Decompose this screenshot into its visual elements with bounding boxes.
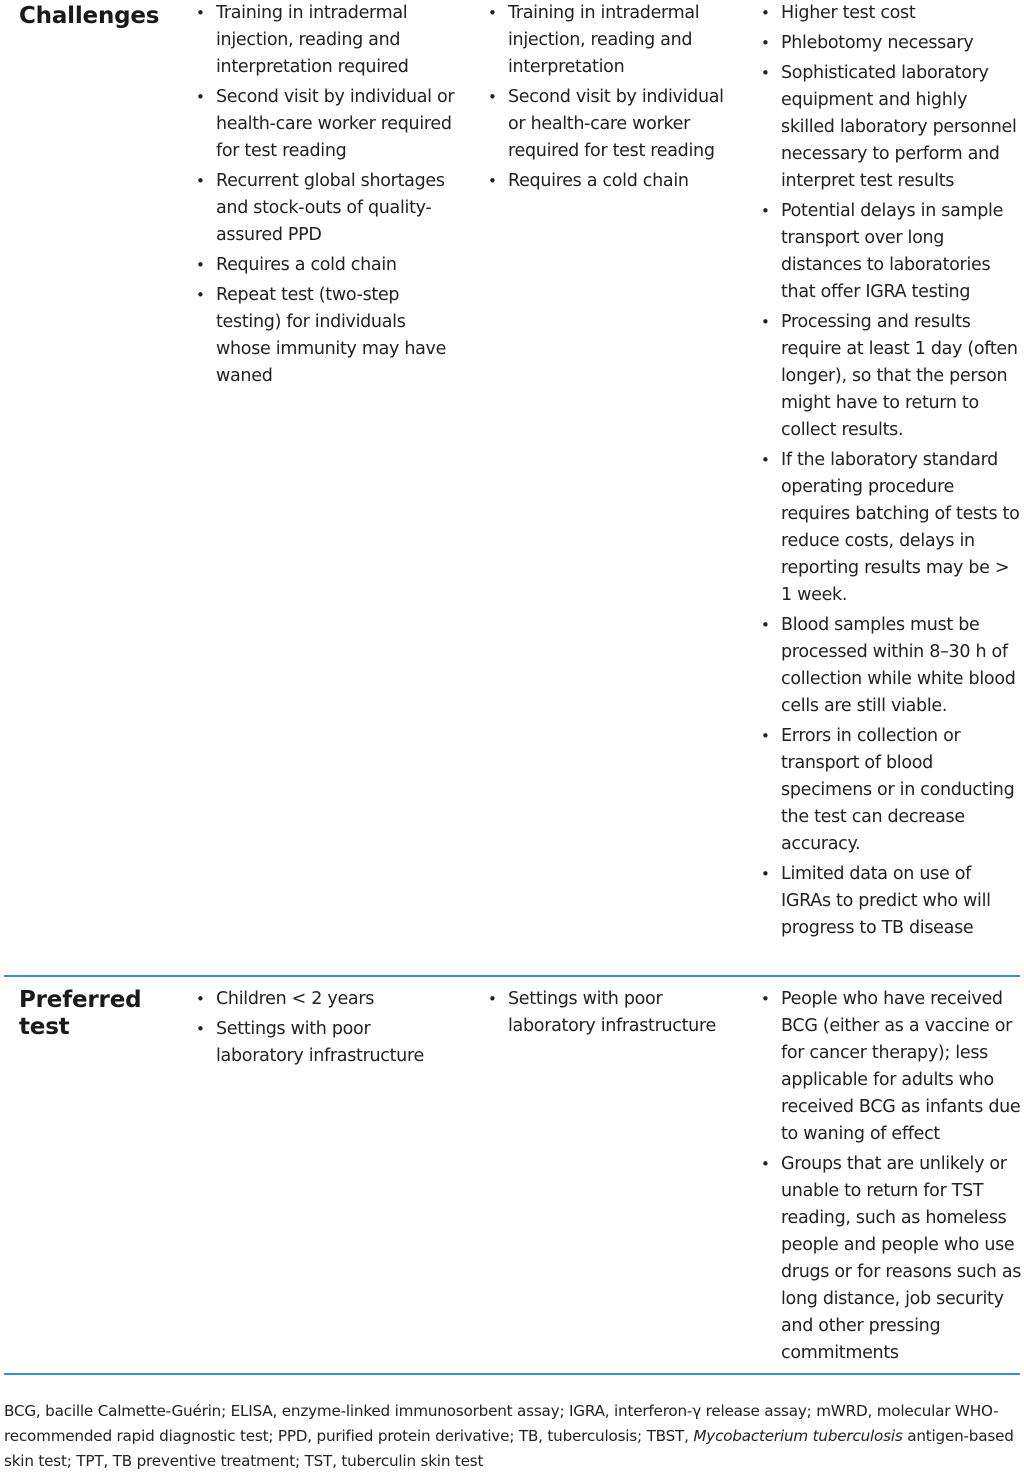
list-item-text: Groups that are unlikely or unable to return for TST reading, such as homeless people and people who use drugs or for reasons such as long distance, job security and other pressing commitments [781, 1154, 1022, 1363]
bullet-icon: • [488, 990, 497, 1008]
bullet-icon: • [761, 616, 770, 634]
bullet-icon: • [488, 172, 497, 190]
cell-challenges-col3 [760, 0, 1022, 945]
list-item [195, 168, 463, 249]
bullet-icon: • [761, 313, 770, 331]
list-item [760, 986, 1022, 1148]
table-row-preferred-test [0, 978, 1024, 1373]
list-item-text: Blood samples must be processed within 8–30 h of collection while white blood cells are still viable. [781, 615, 1016, 716]
cell-preferred-col1 [195, 986, 463, 1073]
bullet-icon: • [761, 451, 770, 469]
list-item-text: People who have received BCG (either as a vaccine or for cancer therapy); less applicable for adults who received BCG as infants due to waning of effect [781, 989, 1021, 1144]
list-item [195, 986, 463, 1013]
bullet-icon: • [488, 88, 497, 106]
footnote-italic-term: Mycobacterium tuberculosis [693, 1427, 903, 1445]
list-item-text: Recurrent global shortages and stock-outs of quality-assured PPD [216, 171, 445, 245]
footnote-text: BCG, bacille Calmette-Guérin; ELISA, enzyme-linked immunosorbent assay; IGRA, interferon-γ release assay; mWRD, molecular WHO-recommended rapid diagnostic test; PPD, purified protein derivative; TB, tuberculosis; TBST, [4, 1402, 999, 1445]
list-item [760, 30, 1022, 57]
list-item [487, 168, 740, 195]
list-item-text: Repeat test (two-step testing) for individuals whose immunity may have waned [216, 285, 447, 386]
list-item-text: Sophisticated laboratory equipment and highly skilled laboratory personnel necessary to perform and interpret test results [781, 63, 1017, 191]
bullet-icon: • [761, 727, 770, 745]
list-item-text: Children < 2 years [216, 989, 375, 1009]
list-item-text: Settings with poor laboratory infrastructure [508, 989, 716, 1036]
list-item [195, 282, 463, 390]
table-bottom-rule [4, 1373, 1020, 1375]
list-item [487, 84, 740, 165]
list-item-text: Phlebotomy necessary [781, 33, 974, 53]
cell-challenges-col1 [195, 0, 463, 393]
cell-challenges-col2 [487, 0, 740, 198]
list-item-text: Second visit by individual or health-care worker required for test reading [216, 87, 455, 161]
bullet-list [195, 0, 463, 390]
list-item [760, 198, 1022, 306]
list-item [195, 252, 463, 279]
row-heading-preferred-test [19, 987, 169, 1041]
list-item [760, 60, 1022, 195]
list-item [760, 1151, 1022, 1367]
bullet-icon: • [761, 202, 770, 220]
bullet-icon: • [196, 88, 205, 106]
list-item-text: Settings with poor laboratory infrastructure [216, 1019, 424, 1066]
bullet-icon: • [196, 1020, 205, 1038]
cell-preferred-col2 [487, 986, 740, 1043]
list-item-text: Processing and results require at least 1 day (often longer), so that the person might have to return to collect results. [781, 312, 1018, 440]
table-footnote [4, 1399, 1022, 1474]
list-item-text: Errors in collection or transport of blood specimens or in conducting the test can decrease accuracy. [781, 726, 1015, 854]
cell-preferred-col3 [760, 986, 1022, 1370]
bullet-icon: • [488, 4, 497, 22]
row-heading-line: test [19, 1014, 70, 1040]
list-item-text: Requires a cold chain [508, 171, 689, 191]
list-item-text: Potential delays in sample transport over long distances to laboratories that offer IGRA testing [781, 201, 1004, 302]
list-item [760, 447, 1022, 609]
list-item-text: Training in intradermal injection, reading and interpretation required [216, 3, 409, 77]
list-item [487, 986, 740, 1040]
footnote-text: antigen-based skin test; TPT, TB preventive treatment; TST, tuberculin skin test [4, 1427, 1014, 1470]
bullet-list [760, 0, 1022, 942]
bullet-icon: • [196, 286, 205, 304]
bullet-list [487, 986, 740, 1040]
bullet-list [760, 986, 1022, 1367]
bullet-icon: • [761, 865, 770, 883]
bullet-icon: • [761, 64, 770, 82]
list-item-text: Second visit by individual or health-care worker required for test reading [508, 87, 724, 161]
list-item-text: Limited data on use of IGRAs to predict who will progress to TB disease [781, 864, 991, 938]
list-item [195, 0, 463, 81]
list-item [760, 861, 1022, 942]
bullet-icon: • [761, 34, 770, 52]
list-item-text: Training in intradermal injection, reading and interpretation [508, 3, 700, 77]
bullet-list [195, 986, 463, 1070]
list-item [760, 0, 1022, 27]
bullet-list [487, 0, 740, 195]
bullet-icon: • [196, 256, 205, 274]
list-item-text: Requires a cold chain [216, 255, 397, 275]
list-item-text: Higher test cost [781, 3, 916, 23]
bullet-icon: • [196, 4, 205, 22]
bullet-icon: • [196, 172, 205, 190]
list-item [487, 0, 740, 81]
list-item [760, 612, 1022, 720]
row-heading-line: Preferred [19, 987, 142, 1013]
list-item [195, 1016, 463, 1070]
bullet-icon: • [761, 990, 770, 1008]
list-item [195, 84, 463, 165]
list-item [760, 723, 1022, 858]
list-item-text: If the laboratory standard operating procedure requires batching of tests to reduce costs, delays in reporting results may be > 1 week. [781, 450, 1020, 605]
bullet-icon: • [761, 4, 770, 22]
row-heading-challenges: Challenges [19, 3, 160, 29]
list-item [760, 309, 1022, 444]
bullet-icon: • [761, 1155, 770, 1173]
bullet-icon: • [196, 990, 205, 1008]
row-divider [4, 975, 1020, 977]
